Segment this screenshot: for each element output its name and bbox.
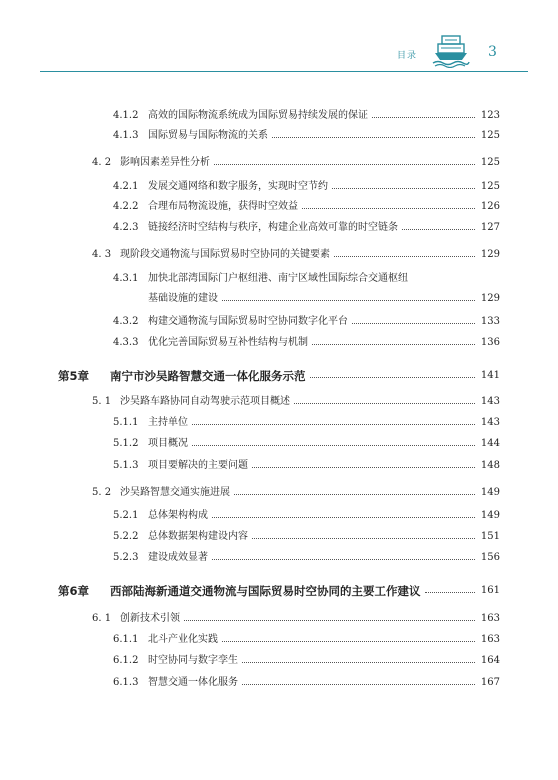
dot-leader (302, 197, 475, 217)
toc-entry-title: 高效的国际物流系统成为国际贸易持续发展的保证 (148, 110, 368, 121)
page-header (0, 0, 558, 80)
dot-leader (192, 434, 475, 454)
ship-icon (432, 32, 470, 68)
toc-subsection-row[interactable] (0, 312, 558, 332)
dot-leader (242, 651, 475, 671)
page-number: 3 (488, 44, 497, 60)
toc-entry-title: 合理布局物流设施，获得时空效益 (148, 201, 298, 212)
toc-entry-page: 123 (480, 110, 500, 121)
toc-entry-title: 基础设施的建设 (148, 293, 218, 304)
toc-entry-page: 163 (480, 634, 500, 645)
toc-subsection-row[interactable] (0, 269, 558, 289)
toc-subsection-row[interactable] (0, 434, 558, 454)
toc-section-row[interactable] (0, 392, 558, 412)
toc-chapter-row[interactable] (0, 581, 558, 601)
toc-subsection-row[interactable] (0, 506, 558, 526)
toc-entry-title: 链接经济时空结构与秩序，构建企业高效可靠的时空链条 (148, 222, 398, 233)
toc-entry-page: 125 (480, 130, 500, 141)
dot-leader (234, 483, 475, 503)
toc-entry-number: 4.3.2 (113, 316, 139, 327)
toc-entry-page: 136 (480, 337, 500, 348)
toc-entry-number: 4.1.3 (113, 130, 139, 141)
toc-section-row[interactable] (0, 609, 558, 629)
toc-entry-title: 加快北部湾国际门户枢纽港、南宁区域性国际综合交通枢纽 (148, 273, 408, 284)
toc-entry-page: 143 (480, 396, 500, 407)
toc-entry-page: 167 (480, 677, 500, 688)
toc-chapter-row[interactable] (0, 366, 558, 386)
toc-entry-number: 第5章 (58, 369, 90, 383)
toc-subsection-row[interactable] (0, 413, 558, 433)
toc-entry-page: 143 (480, 417, 500, 428)
toc-subsection-row[interactable] (0, 527, 558, 547)
dot-leader (222, 630, 475, 650)
dot-leader (184, 609, 475, 629)
toc-subsection-row[interactable] (0, 456, 558, 476)
toc-subsection-row[interactable] (0, 197, 558, 217)
toc-entry-page: 125 (480, 181, 500, 192)
toc-entry-title: 西部陆海新通道交通物流与国际贸易时空协同的主要工作建议 (110, 584, 421, 598)
toc-subsection-row[interactable] (0, 289, 558, 309)
dot-leader (312, 333, 475, 353)
toc-entry-title: 沙吴路车路协同自动驾驶示范项目概述 (120, 396, 290, 407)
dot-leader (372, 106, 475, 126)
toc-entry-number: 5.1.3 (113, 460, 139, 471)
toc-subsection-row[interactable] (0, 177, 558, 197)
toc-entry-page: 156 (480, 552, 500, 563)
dot-leader (192, 413, 475, 433)
dot-leader (212, 548, 475, 568)
toc-entry-number: 6. 1 (92, 613, 112, 624)
toc-entry-page: 129 (480, 293, 500, 304)
toc-entry-page: 164 (480, 655, 500, 666)
toc-entry-number: 6.1.2 (113, 655, 139, 666)
toc-entry-number: 4. 2 (92, 157, 112, 168)
dot-leader (222, 289, 475, 309)
toc-entry-title: 国际贸易与国际物流的关系 (148, 130, 268, 141)
toc-entry-page: 126 (480, 201, 500, 212)
toc-subsection-row[interactable] (0, 630, 558, 650)
toc-entry-title: 主持单位 (148, 417, 188, 428)
toc-section-row[interactable] (0, 483, 558, 503)
toc-subsection-row[interactable] (0, 673, 558, 693)
toc-entry-number: 4.1.2 (113, 110, 139, 121)
toc-entry-number: 4.2.3 (113, 222, 139, 233)
toc-entry-number: 4.3.1 (113, 273, 139, 284)
toc-entry-page: 163 (480, 613, 500, 624)
toc-entry-number: 5. 1 (92, 396, 112, 407)
toc-entry-number: 4.2.2 (113, 201, 139, 212)
toc-entry-title: 沙吴路智慧交通实施进展 (120, 487, 230, 498)
toc-entry-number: 4.3.3 (113, 337, 139, 348)
toc-entry-number: 5.2.3 (113, 552, 139, 563)
toc-subsection-row[interactable] (0, 651, 558, 671)
toc-entry-title: 影响因素差异性分析 (120, 157, 210, 168)
toc-entry-title: 优化完善国际贸易互补性结构与机制 (148, 337, 308, 348)
toc-entry-number: 4.2.1 (113, 181, 139, 192)
toc-entry-title: 发展交通网络和数字服务，实现时空节约 (148, 181, 328, 192)
toc-entry-page: 148 (480, 460, 500, 471)
toc-entry-page: 144 (480, 438, 500, 449)
toc-entry-number: 5.1.2 (113, 438, 139, 449)
header-divider (40, 71, 528, 72)
toc-entry-page: 125 (480, 157, 500, 168)
toc-entry-page: 149 (480, 510, 500, 521)
toc-entry-page: 151 (480, 531, 500, 542)
dot-leader (310, 366, 475, 386)
toc-entry-title: 建设成效显著 (148, 552, 208, 563)
toc-entry-page: 127 (480, 222, 500, 233)
toc-section-row[interactable] (0, 245, 558, 265)
toc-entry-title: 项目要解决的主要问题 (148, 460, 248, 471)
toc-entry-number: 6.1.1 (113, 634, 139, 645)
toc-entry-page: 141 (480, 370, 500, 381)
dot-leader (294, 392, 475, 412)
toc-entry-number: 5.2.2 (113, 531, 139, 542)
toc-entry-number: 4. 3 (92, 249, 112, 260)
toc-entry-page: 129 (480, 249, 500, 260)
toc-entry-number: 5. 2 (92, 487, 112, 498)
toc-entry-title: 构建交通物流与国际贸易时空协同数字化平台 (148, 316, 348, 327)
toc-entry-title: 现阶段交通物流与国际贸易时空协同的关键要素 (120, 249, 330, 260)
toc-entry-title: 项目概况 (148, 438, 188, 449)
toc-entry-number: 5.2.1 (113, 510, 139, 521)
toc-entry-page: 149 (480, 487, 500, 498)
dot-leader (334, 245, 475, 265)
toc-entry-number: 6.1.3 (113, 677, 139, 688)
toc-subsection-row[interactable] (0, 126, 558, 146)
toc-entry-title: 总体数据架构建设内容 (148, 531, 248, 542)
toc-entry-number: 5.1.1 (113, 417, 139, 428)
dot-leader (425, 581, 475, 601)
toc-entry-title: 创新技术引领 (120, 613, 180, 624)
dot-leader (242, 673, 475, 693)
toc-entry-page: 133 (480, 316, 500, 327)
dot-leader (332, 177, 475, 197)
toc-subsection-row[interactable] (0, 106, 558, 126)
toc-entry-title: 时空协同与数字孪生 (148, 655, 238, 666)
toc-subsection-row[interactable] (0, 218, 558, 238)
dot-leader (252, 527, 475, 547)
toc-subsection-row[interactable] (0, 548, 558, 568)
dot-leader (402, 218, 475, 238)
toc-entry-title: 南宁市沙吴路智慧交通一体化服务示范 (110, 369, 306, 383)
toc-section-row[interactable] (0, 153, 558, 173)
toc-entry-title: 智慧交通一体化服务 (148, 677, 238, 688)
toc-entry-number: 第6章 (58, 584, 90, 598)
toc-entry-title: 总体架构构成 (148, 510, 208, 521)
toc-entry-title: 北斗产业化实践 (148, 634, 218, 645)
header-label: 目录 (397, 51, 418, 61)
dot-leader (352, 312, 475, 332)
dot-leader (214, 153, 475, 173)
toc-subsection-row[interactable] (0, 333, 558, 353)
dot-leader (212, 506, 475, 526)
toc-entry-page: 161 (480, 585, 500, 596)
dot-leader (252, 456, 475, 476)
dot-leader (272, 126, 475, 146)
